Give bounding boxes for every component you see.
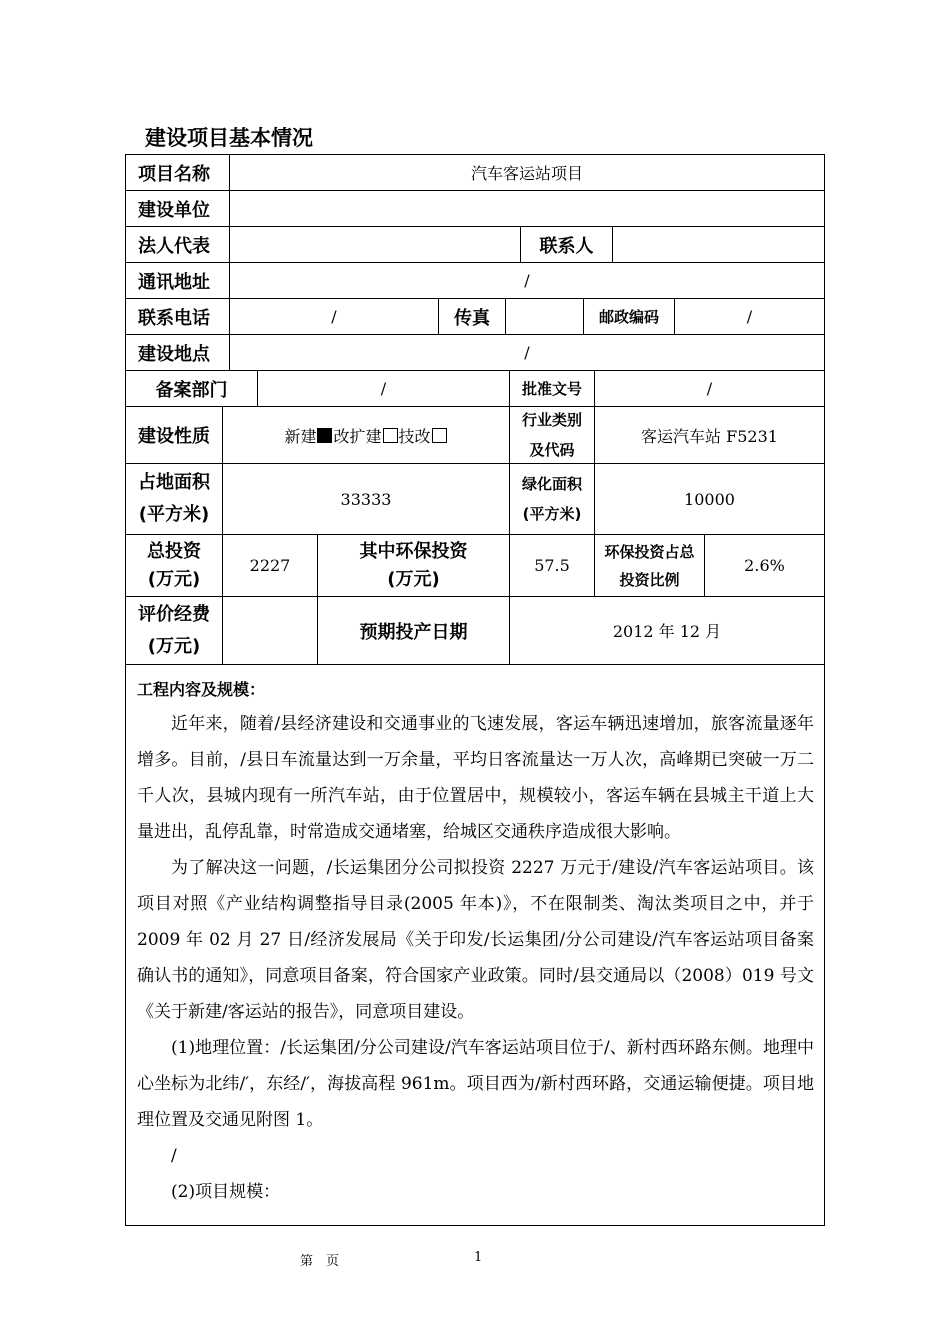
nature-options [222,406,510,464]
phone-value: / [229,298,439,335]
footer-page-number: 1 [474,1250,483,1265]
option-tech-checkbox[interactable] [432,428,447,443]
env-ratio-label [594,534,705,597]
option-new-label: 新建 [284,426,317,446]
production-date-label: 预期投产日期 [317,596,510,665]
content-paragraph: 为了解决这一问题，/长运集团分公司拟投资 2227 万元于/建设/汽车客运站项目。该项目对照《产业结构调整指导目录(2005 年本)》，不在限制类、淘汰类项目之中，并于 2009 年 02 月 27 日/经济发展局《关于印发/长运集团/分公司建设/汽车客运站项目备案确认书的通知》，同意项目备案，符合国家产业政策。同时/县交通局以（2008）019 号文《关于新建/客运站的报告》，同意项目建设。 [137,858,814,1022]
eval-fee-value [222,596,318,665]
total-investment-label [125,534,223,597]
filing-value: / [257,370,510,407]
contact-value [612,226,825,263]
option-expand-label: 改扩建 [333,426,382,446]
industry-label-line2: 及代码 [529,441,575,459]
content-heading: 工程内容及规模： [137,680,266,699]
nature-label: 建设性质 [125,406,223,464]
env-investment-label-line1: 其中环保投资 [359,540,468,562]
total-investment-label-line1: 总投资 [147,540,201,562]
land-area-label-line1: 占地面积 [138,472,210,493]
option-new-checkbox[interactable] [317,428,332,443]
footer-page-label: 第 页 [300,1254,340,1269]
green-area-label-line1: 绿化面积 [521,475,582,493]
industry-label [509,406,595,464]
industry-value: 客运汽车站 F5231 [594,406,825,464]
project-name-label: 项目名称 [125,154,230,191]
env-ratio-label-line1: 环保投资占总 [604,542,695,561]
eval-fee-label [125,596,223,665]
env-investment-value: 57.5 [509,534,595,597]
zip-value: / [674,298,825,335]
env-ratio-value: 2.6% [704,534,825,597]
legal-rep-label: 法人代表 [125,226,230,263]
content-paragraph: / [171,1146,177,1166]
green-area-value: 10000 [594,463,825,535]
env-investment-label [317,534,510,597]
project-content-section [125,664,825,1226]
option-expand-checkbox[interactable] [383,428,398,443]
industry-label-line1: 行业类别 [521,411,582,429]
content-paragraph: (2)项目规模： [171,1182,281,1202]
content-paragraph: (1)地理位置：/长运集团/分公司建设/汽车客运站项目位于/、新村西环路东侧。地理中心坐标为北纬/′，东经/′，海拔高程 961m。项目西为/新村西环路，交通运输便捷。项目地理位置及交通见附图 1。 [137,1038,814,1130]
site-label: 建设地点 [125,334,230,371]
builder-label: 建设单位 [125,190,230,227]
fax-value [505,298,584,335]
env-investment-label-line2: (万元) [387,568,440,590]
green-area-label-line2: (平方米) [522,505,582,523]
production-date-value: 2012 年 12 月 [509,596,825,665]
legal-rep-value [229,226,521,263]
fax-label: 传真 [438,298,506,335]
land-area-value: 33333 [222,463,510,535]
approval-label: 批准文号 [509,370,595,407]
option-tech-label: 技改 [398,426,431,446]
phone-label: 联系电话 [125,298,230,335]
filing-label: 备案部门 [125,370,258,407]
land-area-label-line2: (平方米) [138,504,210,525]
env-ratio-label-line2: 投资比例 [619,570,680,589]
site-value: / [229,334,825,371]
total-investment-label-line2: (万元) [147,568,201,590]
approval-value: / [594,370,825,407]
address-label: 通讯地址 [125,262,230,299]
total-investment-value: 2227 [222,534,318,597]
page-title: 建设项目基本情况 [145,126,313,150]
contact-label: 联系人 [520,226,613,263]
green-area-label [509,463,595,535]
project-name-value: 汽车客运站项目 [229,154,825,191]
land-area-label [125,463,223,535]
zip-label: 邮政编码 [583,298,675,335]
builder-value [229,190,825,227]
content-paragraph: 近年来，随着/县经济建设和交通事业的飞速发展，客运车辆迅速增加，旅客流量逐年增多。目前，/县日车流量达到一万余量，平均日客流量达一万人次，高峰期已突破一万二千人次，县城内现有一所汽车站，由于位置居中，规模较小，客运车辆在县城主干道上大量进出，乱停乱靠，时常造成交通堵塞，给城区交通秩序造成很大影响。 [137,714,814,842]
eval-fee-label-line1: 评价经费 [138,603,210,625]
address-value: / [229,262,825,299]
eval-fee-label-line2: (万元) [147,635,201,657]
